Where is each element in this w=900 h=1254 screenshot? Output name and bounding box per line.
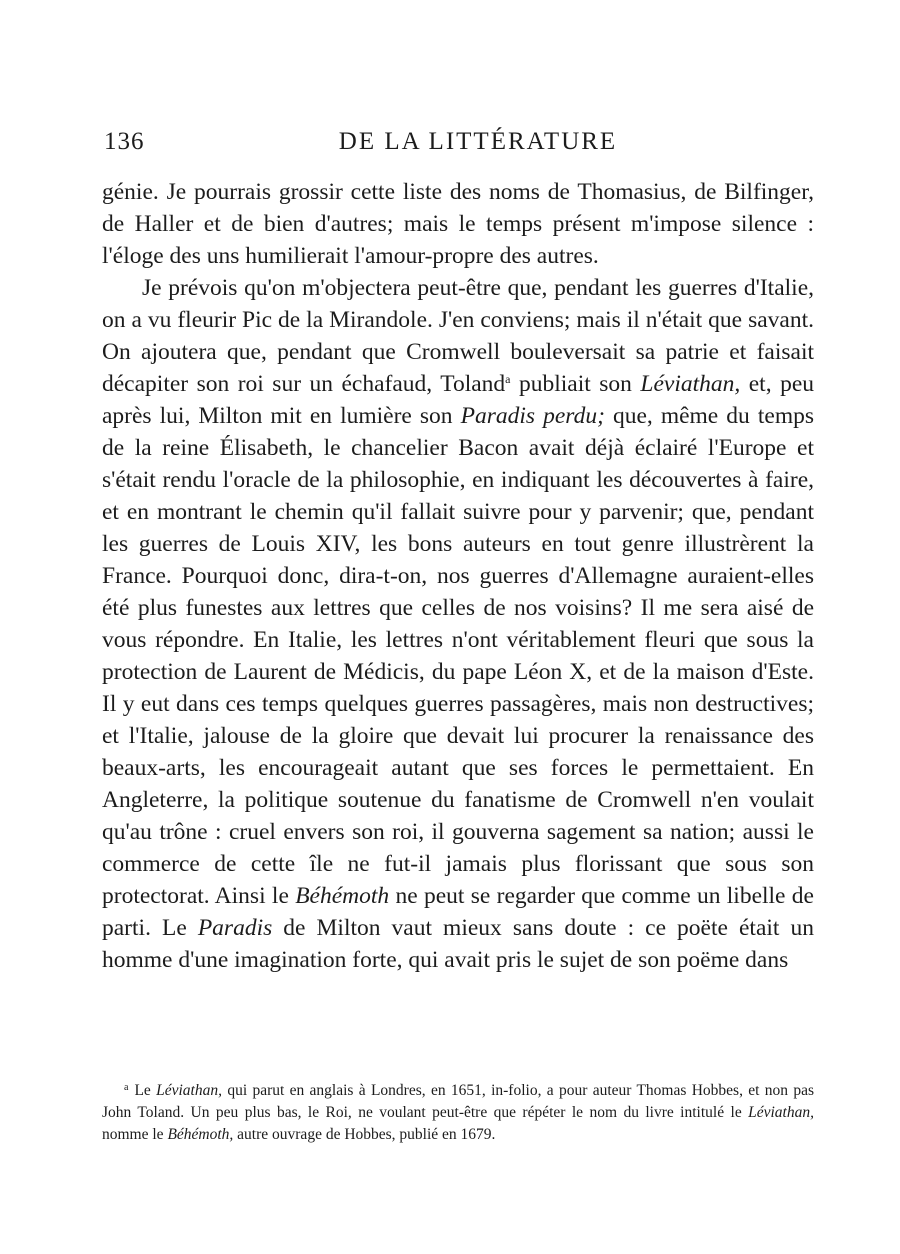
text-run: publiait son [510,371,641,397]
body-text [102,176,814,976]
footnote [102,1080,814,1146]
title-paradis-perdu: Paradis perdu; [460,403,605,429]
text-run: et, peu après lui, Milton mit en lumière son [102,371,814,429]
text-run: Le [134,1082,157,1099]
text-run: ne peut se regarder que comme un libelle de parti. Le [102,883,814,941]
footnote-text [102,1080,814,1146]
title-behemoth: Béhémoth, [167,1126,234,1143]
title-paradis: Paradis [197,915,273,941]
text-run: que, même du temps de la reine Élisabeth, le chancelier Bacon avait déjà éclairé l'Europe et s'était rendu l'oracle de la philosophie, en indiquant les découvertes à faire, et en montrant le chemin qu'il fallait suivre pour y parvenir; que, pendant les guerres de Louis XIV, les bons auteurs en tout genre illustrèrent la France. Pourquoi donc, dira-t-on, nos guerres d'Allemagne auraient-elles été plus funestes aux lettres que celles de nos voisins? Il me sera aisé de vous répondre. En Italie, les lettres n'ont véritablement fleuri que sous la protection de Laurent de Médicis, du pape Léon X, et de la maison d'Este. Il y eut dans ces temps quelques guerres passagères, mais non destructives; et l'Italie, jalouse de la gloire que devait lui procurer la renaissance des beaux-arts, les encourageait autant que ses forces le permettaient. En Angleterre, la politique soutenue du fanatisme de Cromwell n'en voulait qu'au trône : cruel envers son roi, il gouverna sagement sa nation; aussi le commerce de cette île ne fut-il jamais plus florissant que sous son protectorat. Ainsi le [102,403,814,909]
text-run: nomme le [102,1126,168,1143]
footnote-mark: a [124,1082,129,1093]
title-leviathan: Léviathan, [748,1104,814,1121]
text-run: autre ouvrage de Hobbes, publié en 1679. [233,1126,496,1143]
paragraph-main [102,272,814,976]
paragraph-continued: génie. Je pourrais grossir cette liste des noms de Thomasius, de Bilfinger, de Haller et de bien d'autres; mais le temps présent m'impose silence : l'éloge des uns humilierait l'amour-propre des autres. [102,179,814,269]
title-leviathan: Léviathan, [156,1082,222,1099]
text-run: de Milton vaut mieux sans doute : ce poëte était un homme d'une imagination forte, qui avait pris le sujet de son poëme dans [102,915,814,973]
title-behemoth: Béhémoth [295,883,390,909]
page-header [104,128,812,162]
page-number: 136 [104,128,145,155]
text-run: qui parut en anglais à Londres, en 1651, in-folio, a pour auteur Thomas Hobbes, et non pas John Toland. Un peu plus bas, le Roi, ne voulant peut-être que répéter le nom du livre intitulé le [102,1082,814,1121]
text-run: Je prévois qu'on m'objectera peut-être que, pendant les guerres d'Italie, on a vu fleurir Pic de la Mirandole. J'en conviens; mais il n'était que savant. On ajoutera que, pendant que Cromwell bouleversait sa patrie et faisait décapiter son roi sur un échafaud, Toland [102,275,814,397]
running-title: DE LA LITTÉRATURE [338,128,618,155]
title-leviathan: Léviathan, [640,371,741,397]
footnote-reference: a [505,372,511,386]
